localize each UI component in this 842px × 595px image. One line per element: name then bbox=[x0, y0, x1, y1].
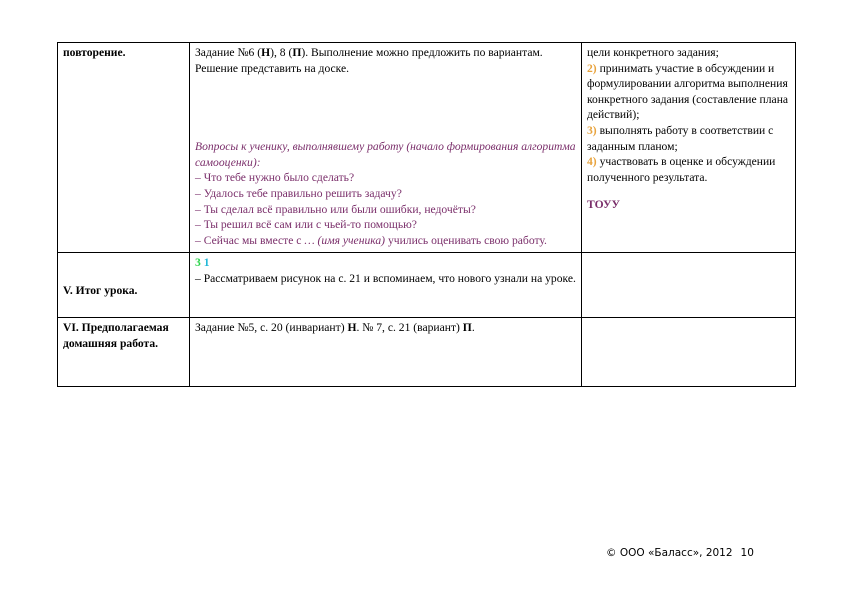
stage-label: VI. Предполагаемая домашняя работа. bbox=[63, 321, 169, 350]
stage-label: повторение. bbox=[63, 46, 126, 59]
stage-cell bbox=[58, 253, 190, 318]
page-footer bbox=[606, 547, 754, 559]
activity-cell bbox=[190, 43, 582, 253]
table-row bbox=[58, 43, 796, 253]
stage-cell bbox=[58, 318, 190, 387]
uud-tech-label: ТОУУ bbox=[587, 198, 620, 212]
question-item: – Сейчас мы вместе с … (имя ученика) учились оценивать свою работу. bbox=[195, 233, 547, 247]
stage-label: V. Итог урока. bbox=[63, 283, 138, 297]
uud-cell bbox=[582, 43, 796, 253]
activity-cell bbox=[190, 318, 582, 387]
table-row bbox=[58, 253, 796, 318]
uud-cell bbox=[582, 253, 796, 318]
uud-item: 3) выполнять работу в соответствии с заданным планом; bbox=[587, 123, 774, 153]
summary-text: – Рассматриваем рисунок на с. 21 и вспоминаем, что нового узнали на уроке. bbox=[195, 271, 576, 285]
page-number: 10 bbox=[740, 547, 754, 559]
uud-intro: цели конкретного задания; bbox=[587, 46, 719, 59]
questions-title: Вопросы к ученику, выполнявшему работу (начало формирования алгоритма самооценки): bbox=[195, 140, 576, 169]
uud-cell bbox=[582, 318, 796, 387]
question-item: – Удалось тебе правильно решить задачу? bbox=[195, 186, 402, 200]
task-text: Задание №6 (Н), 8 (П). Выполнение можно предложить по вариантам. Решение представить на доске. bbox=[195, 46, 543, 75]
lesson-plan-table bbox=[57, 42, 796, 387]
uud-item: 2) принимать участие в обсуждении и формулировании алгоритма выполнения конкретного задания (составление плана действий); bbox=[587, 61, 789, 122]
question-item: – Ты сделал всё правильно или были ошибки, недочёты? bbox=[195, 202, 476, 216]
homework-text: Задание №5, с. 20 (инвариант) Н. № 7, с. 21 (вариант) П. bbox=[195, 321, 475, 335]
activity-cell bbox=[190, 253, 582, 318]
copyright-text: © ООО «Баласс», 2012 bbox=[606, 547, 733, 559]
question-item: – Что тебе нужно было сделать? bbox=[195, 171, 355, 185]
table-row bbox=[58, 318, 796, 387]
question-item: – Ты решил всё сам или с чьей-то помощью? bbox=[195, 218, 417, 232]
resource-numbers: 3 1 bbox=[195, 256, 210, 270]
uud-item: 4) участвовать в оценке и обсуждении полученного результата. bbox=[587, 155, 776, 184]
stage-cell bbox=[58, 43, 190, 253]
